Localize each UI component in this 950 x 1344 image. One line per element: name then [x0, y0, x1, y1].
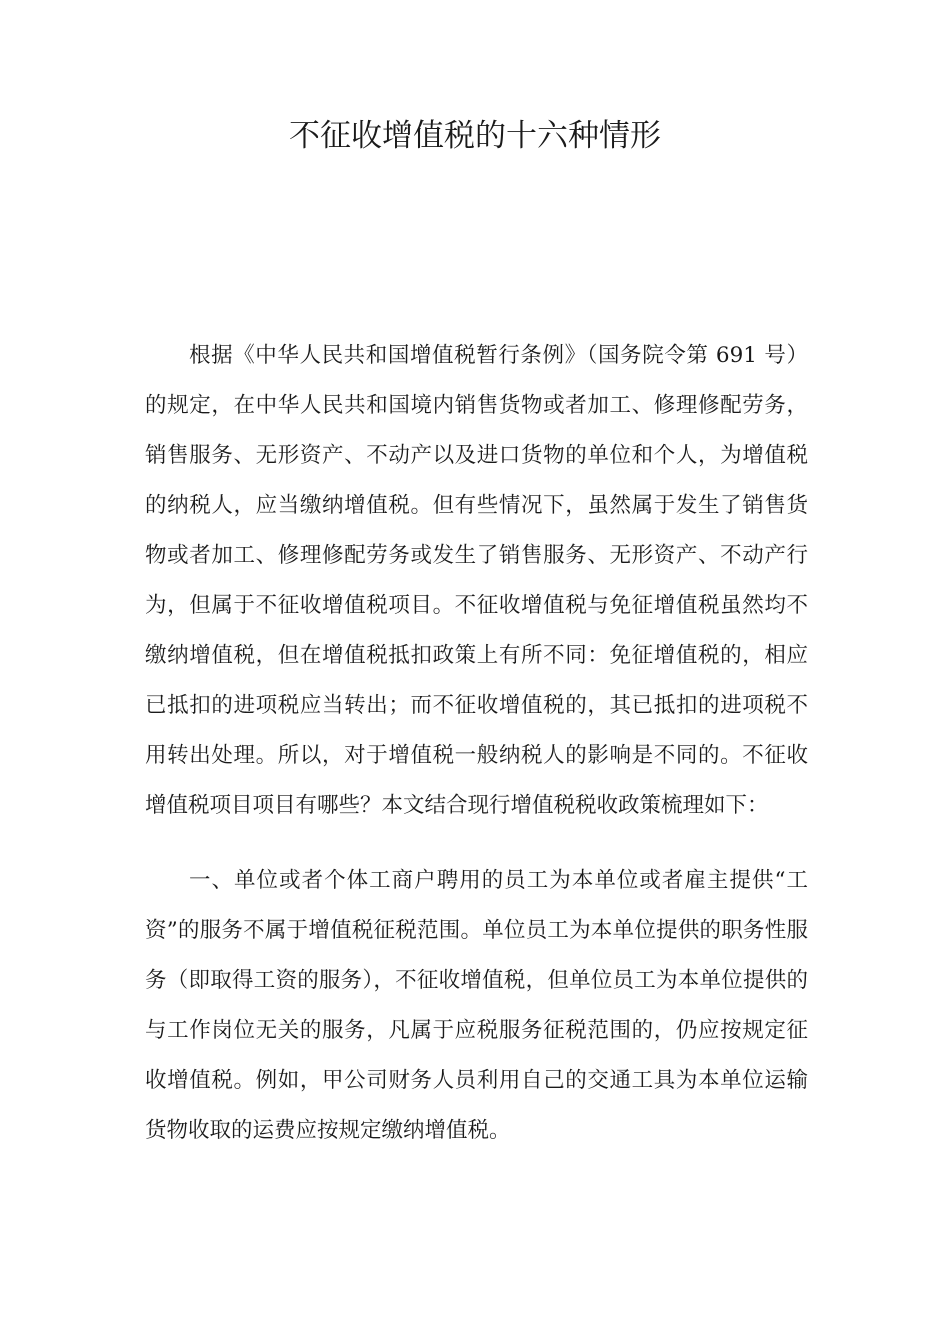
item-one-paragraph: 一、单位或者个体工商户聘用的员工为本单位或者雇主提供“工资”的服务不属于增值税征税范围。单位员工为本单位提供的职务性服务（即取得工资的服务），不征收增值税，但单位员工为本单位提供的与工作岗位无关的服务，凡属于应税服务征税范围的，仍应按规定征收增值税。例如，甲公司财务人员利用自己的交通工具为本单位运输货物收取的运费应按规定缴纳增值税。 [145, 868, 808, 1143]
intro-paragraph: 根据《中华人民共和国增值税暂行条例》（国务院令第 691 号）的规定，在中华人民共和国境内销售货物或者加工、修理修配劳务，销售服务、无形资产、不动产以及进口货物的单位和个人，为增值税的纳税人，应当缴纳增值税。但有些情况下，虽然属于发生了销售货物或者加工、修理修配劳务或发生了销售服务、无形资产、不动产行为，但属于不征收增值税项目。不征收增值税与免征增值税虽然均不缴纳增值税，但在增值税抵扣政策上有所不同：免征增值税的，相应已抵扣的进项税应当转出；而不征收增值税的，其已抵扣的进项税不用转出处理。所以，对于增值税一般纳税人的影响是不同的。不征收增值税项目项目有哪些？本文结合现行增值税税收政策梳理如下： [145, 343, 808, 818]
document-title: 不征收增值税的十六种情形 [289, 118, 661, 154]
